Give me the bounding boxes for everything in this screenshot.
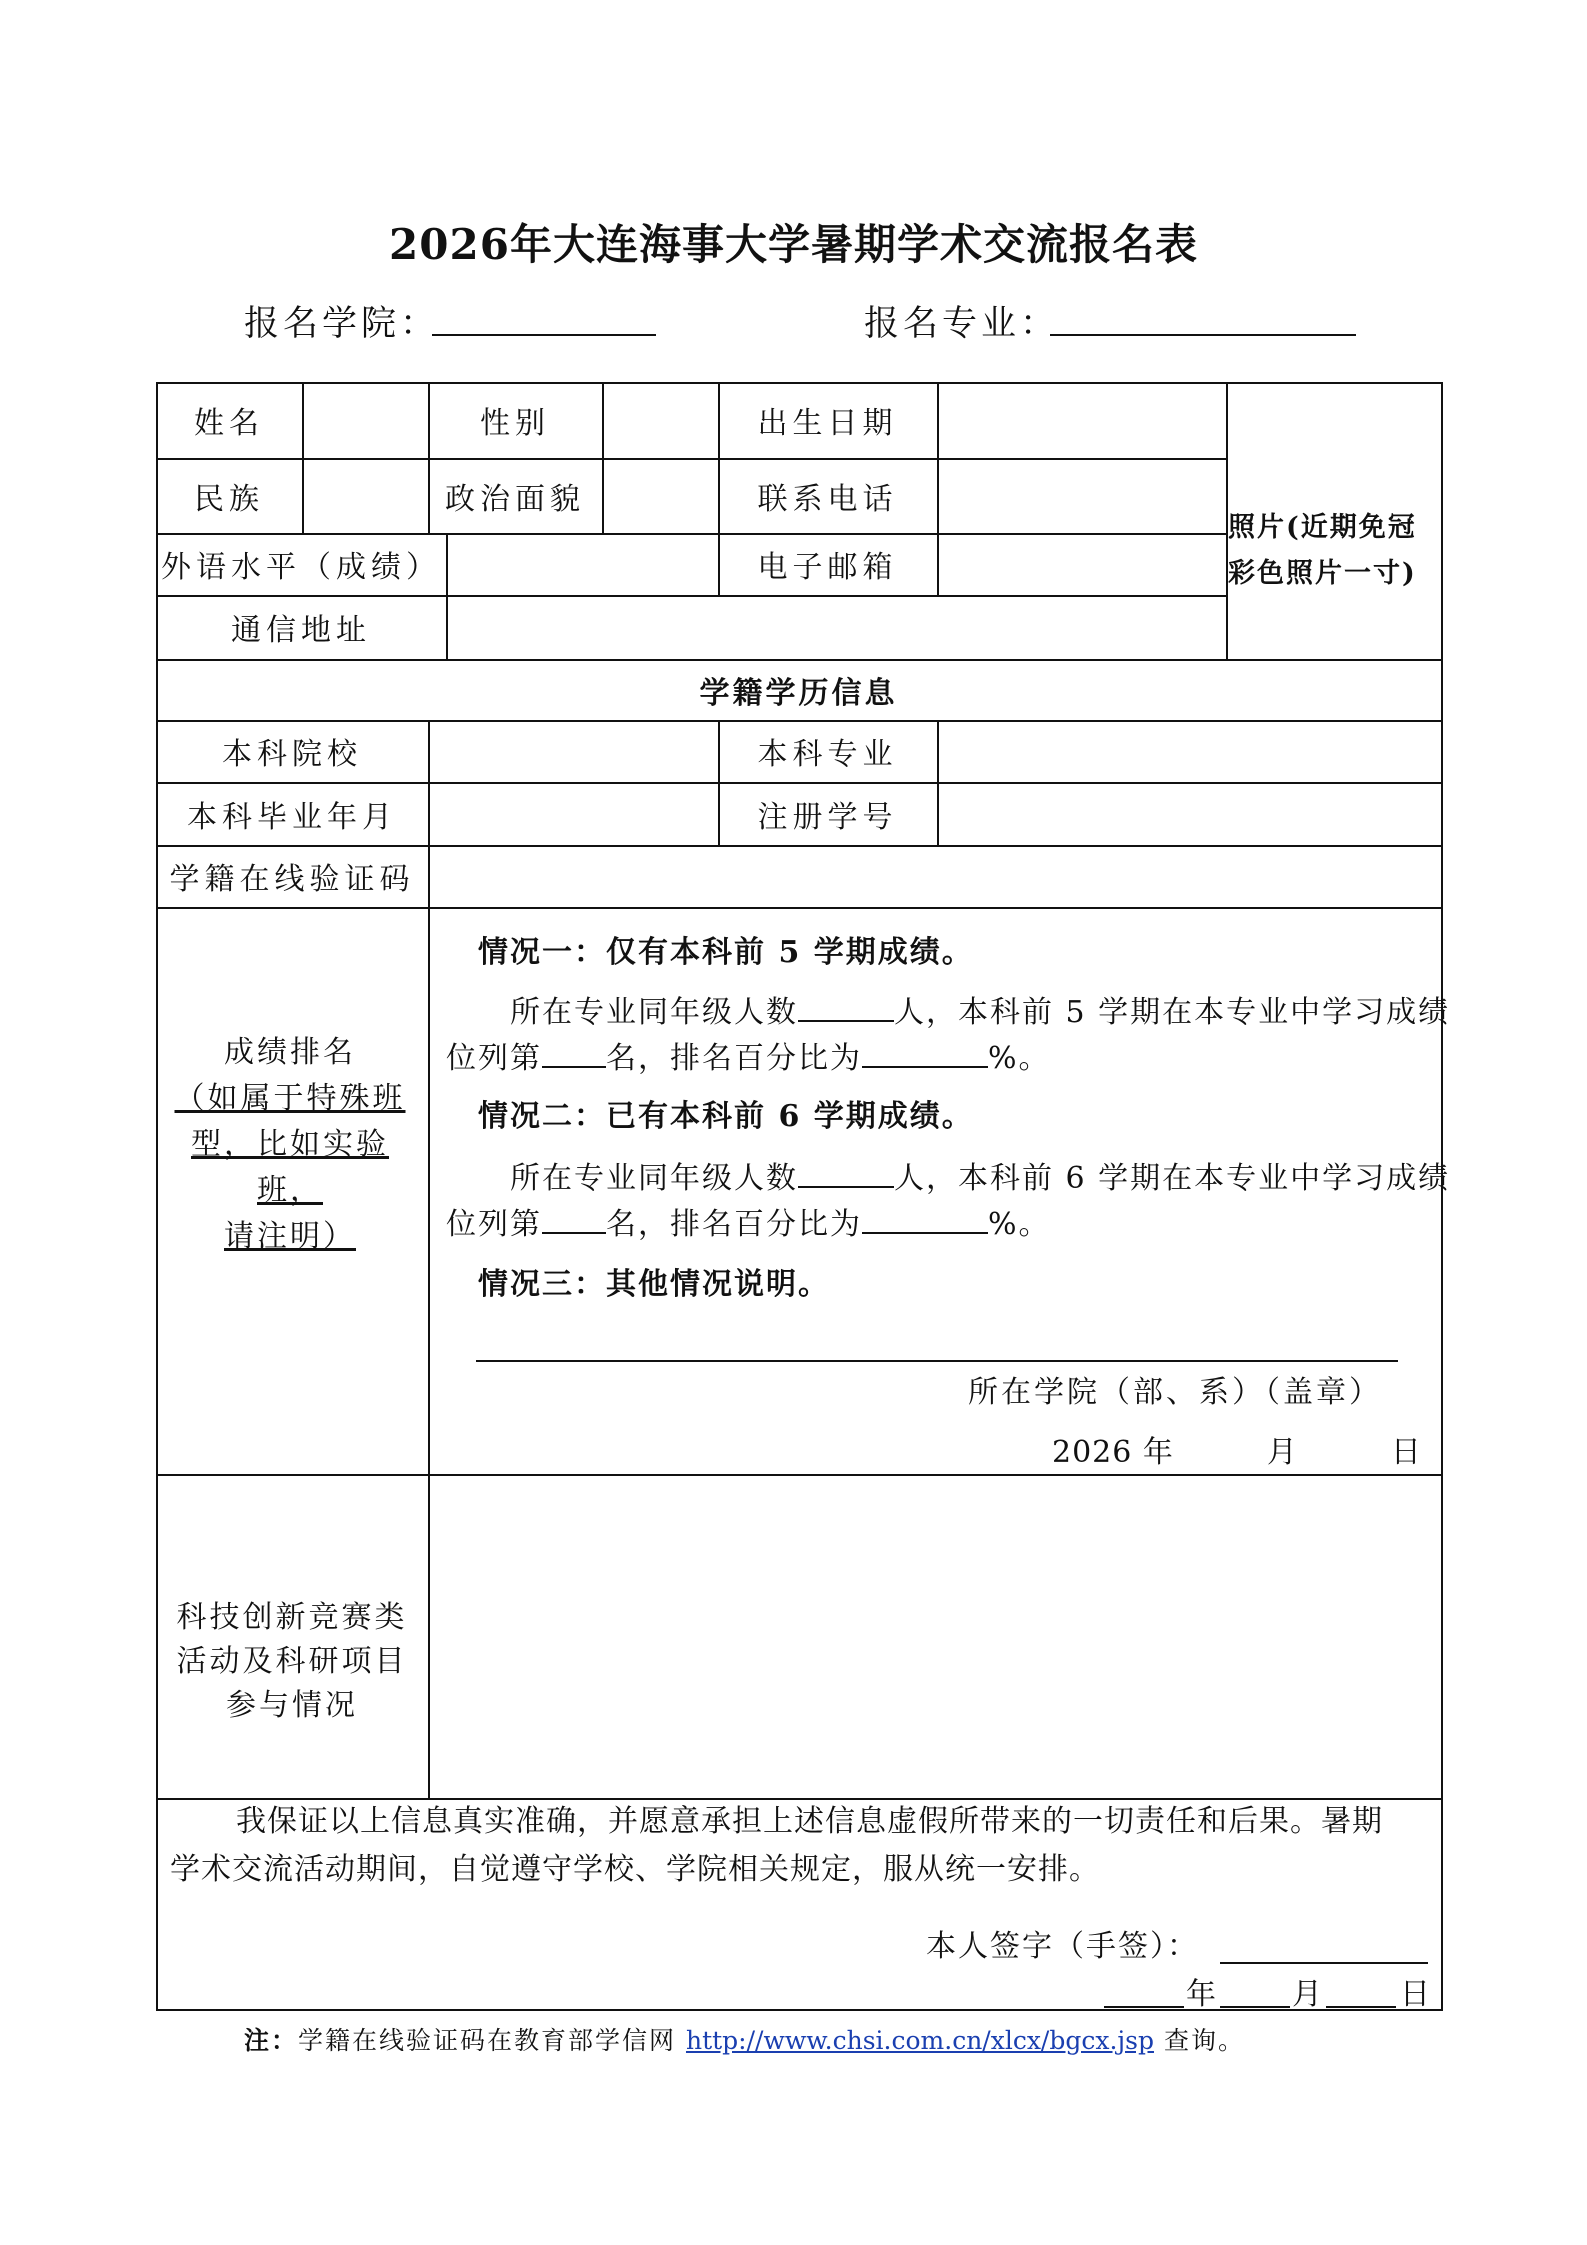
label-language: 外语水平（成绩） — [161, 550, 441, 585]
case3-title: 情况三：其他情况说明。 — [478, 1267, 830, 1302]
footnote — [244, 2018, 1245, 2064]
ranking-note-line3: 请注明） — [224, 1219, 356, 1254]
input-phone[interactable] — [937, 458, 1226, 533]
input-address[interactable] — [446, 595, 1226, 659]
college-field[interactable] — [432, 334, 656, 336]
case2-title: 情况二：已有本科前 6 学期成绩。 — [478, 1099, 974, 1134]
photo-box[interactable] — [1228, 505, 1440, 597]
sign-day-field[interactable] — [1326, 2006, 1396, 2008]
input-language[interactable] — [446, 533, 718, 595]
ranking-label-box — [160, 1030, 420, 1260]
input-name[interactable] — [302, 382, 428, 458]
label-undergrad-major: 本科专业 — [757, 737, 898, 772]
label-address: 通信地址 — [231, 613, 371, 648]
input-birth[interactable] — [937, 382, 1226, 458]
declaration-line2: 学术交流活动期间，自觉遵守学校、学院相关规定，服从统一安排。 — [170, 1852, 1100, 1887]
label-phone: 联系电话 — [757, 481, 898, 517]
declaration-line1: 我保证以上信息真实准确，并愿意承担上述信息虚假所带来的一切责任和后果。暑期 — [236, 1804, 1383, 1839]
college-label: 报名学院： — [244, 304, 440, 344]
label-birth: 出生日期 — [757, 406, 898, 441]
stamp-label: 所在学院（部、系）（盖章） — [968, 1375, 1382, 1410]
case1-rank-field[interactable] — [542, 1038, 606, 1068]
footnote-text: 学籍在线验证码在教育部学信网 — [298, 2026, 677, 2055]
input-grad-date[interactable] — [428, 782, 718, 845]
ranking-note-line2: 型，比如实验班， — [191, 1127, 389, 1208]
ranking-label: 成绩排名 — [224, 1035, 356, 1070]
case2-percent-field[interactable] — [862, 1204, 988, 1234]
case1-line2: 位列第 名，排名百分比为 %。 — [446, 1036, 1051, 1082]
label-school: 本科院校 — [222, 737, 362, 772]
research-label-box — [162, 1596, 422, 1728]
major-label: 报名专业： — [864, 304, 1060, 344]
input-school[interactable] — [428, 720, 718, 782]
sign-year-label: 年 — [1186, 1977, 1218, 2012]
major-field[interactable] — [1050, 334, 1356, 336]
label-verify-code: 学籍在线验证码 — [169, 862, 415, 897]
label-political: 政治面貌 — [445, 481, 585, 517]
case1-line1: 所在专业同年级人数 人，本科前 5 学期在本专业中学习成绩 — [510, 990, 1450, 1036]
input-verify-code[interactable] — [428, 845, 1441, 907]
case1-percent-field[interactable] — [862, 1038, 988, 1068]
label-ethnicity: 民族 — [194, 481, 264, 517]
photo-label-line2: 彩色照片一寸) — [1228, 558, 1417, 589]
case3-line-field[interactable] — [476, 1360, 1398, 1362]
input-ethnicity[interactable] — [302, 458, 428, 533]
input-gender[interactable] — [602, 382, 718, 458]
sign-month-field[interactable] — [1220, 2006, 1290, 2008]
form-title: 2026年大连海事大学暑期学术交流报名表 — [389, 220, 1198, 269]
case2-count-field[interactable] — [798, 1158, 894, 1188]
sign-day-label: 日 — [1400, 1977, 1432, 2012]
section-education-title: 学籍学历信息 — [699, 675, 898, 711]
label-email: 电子邮箱 — [757, 550, 898, 585]
research-label-line1: 科技创新竞赛类 — [176, 1600, 408, 1635]
case1-count-field[interactable] — [798, 992, 894, 1022]
input-political[interactable] — [602, 458, 718, 533]
research-label-line3: 参与情况 — [226, 1688, 358, 1723]
sign-month-label: 月 — [1292, 1977, 1324, 2012]
input-student-id[interactable] — [937, 782, 1441, 845]
chsi-link[interactable]: http://www.chsi.com.cn/xlcx/bgcx.jsp — [685, 2026, 1154, 2055]
research-label-line2: 活动及科研项目 — [176, 1644, 408, 1679]
ranking-note-line1: （如属于特殊班 — [174, 1081, 406, 1116]
case1-title: 情况一：仅有本科前 5 学期成绩。 — [478, 935, 974, 970]
signature-label: 本人签字（手签）： — [926, 1929, 1199, 1964]
research-input[interactable] — [430, 1476, 1439, 1796]
case2-line2: 位列第 名，排名百分比为 %。 — [446, 1202, 1051, 1248]
signature-field[interactable] — [1220, 1962, 1428, 1964]
input-undergrad-major[interactable] — [937, 720, 1441, 782]
footnote-suffix: 查询。 — [1163, 2026, 1245, 2055]
label-gender: 性别 — [480, 406, 550, 441]
stamp-date: 2026 年 月 日 — [1052, 1435, 1422, 1470]
input-email[interactable] — [937, 533, 1226, 595]
case2-line1: 所在专业同年级人数 人，本科前 6 学期在本专业中学习成绩 — [510, 1156, 1450, 1202]
label-grad-date: 本科毕业年月 — [187, 799, 397, 835]
footnote-prefix: 注： — [244, 2026, 299, 2055]
label-student-id: 注册学号 — [757, 799, 898, 835]
sign-year-field[interactable] — [1104, 2006, 1184, 2008]
label-name: 姓名 — [194, 406, 264, 441]
case2-rank-field[interactable] — [542, 1204, 606, 1234]
photo-label-line1: 照片(近期免冠 — [1228, 512, 1417, 543]
